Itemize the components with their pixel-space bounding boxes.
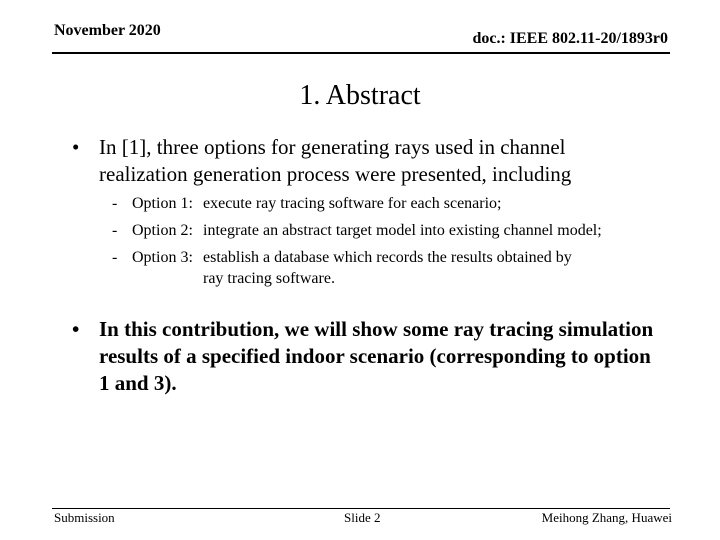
slide-title: 1. Abstract: [299, 80, 421, 111]
header-date: November 2020: [54, 22, 161, 39]
bullet-text: [99, 134, 571, 188]
option-label: Option 1:: [132, 195, 193, 212]
header-doc-id: doc.: IEEE 802.11-20/1893r0: [472, 30, 668, 47]
option-text: [203, 247, 572, 289]
option-text: execute ray tracing software for each scenario;: [203, 195, 502, 212]
header-divider: [52, 52, 670, 54]
option-marker: -: [112, 222, 118, 239]
bullet-line: In this contribution, we will show some ray tracing simulation: [99, 317, 654, 341]
option-marker: -: [112, 195, 118, 212]
bullet-text: [99, 316, 653, 397]
bullet-line: results of a specified indoor scenario (corresponding to option: [99, 344, 651, 368]
footer-slide-number: Slide 2: [344, 510, 381, 525]
bullet-line: realization generation process were presented, including: [99, 162, 572, 186]
option-text: integrate an abstract target model into existing channel model;: [203, 222, 602, 239]
footer-author: Meihong Zhang, Huawei: [541, 510, 672, 525]
option-marker: -: [112, 249, 118, 266]
option-line: ray tracing software.: [203, 270, 335, 287]
option-label: Option 3:: [132, 249, 193, 266]
option-line: establish a database which records the results obtained by: [203, 249, 572, 266]
bullet-marker: •: [72, 317, 80, 341]
bullet-line: 1 and 3).: [99, 371, 177, 395]
option-label: Option 2:: [132, 222, 193, 239]
footer-submission: Submission: [54, 510, 115, 525]
bullet-marker: •: [72, 135, 80, 159]
footer-divider: [52, 508, 670, 509]
bullet-line: In [1], three options for generating rays used in channel: [99, 135, 566, 159]
